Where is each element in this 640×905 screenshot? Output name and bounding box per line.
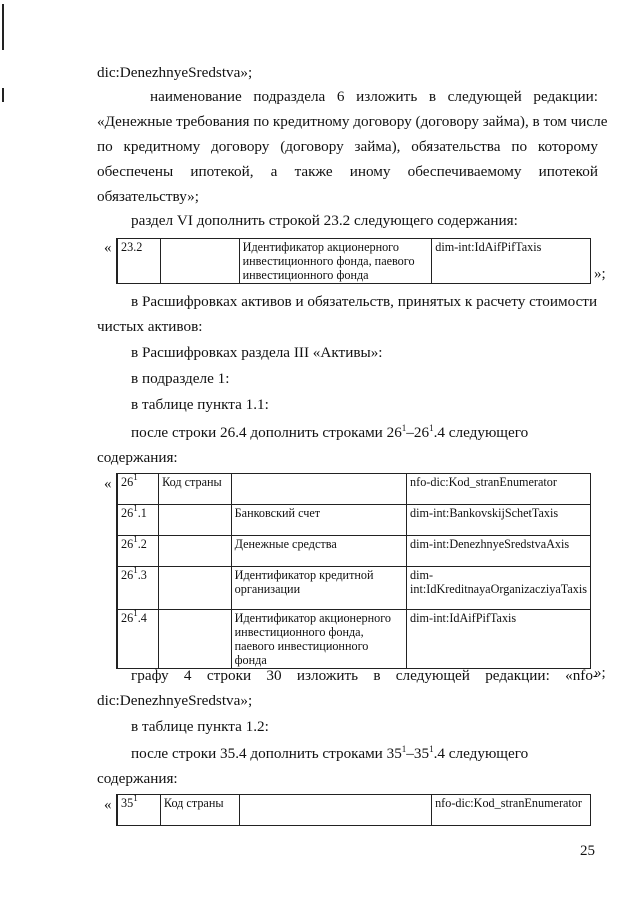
table-row — [117, 610, 591, 669]
cell-c2 — [160, 239, 239, 284]
cell-c3 — [239, 795, 431, 826]
cell-c3 — [231, 474, 406, 505]
text-line-26 — [131, 424, 598, 442]
text-line: обязательству»; — [97, 188, 199, 205]
table-row — [117, 536, 591, 567]
open-quote: « — [104, 240, 112, 256]
cell-num: $26^1.4$ — [117, 610, 159, 669]
cell-c3: Идентификатор кредитной организации — [231, 567, 406, 610]
cell-c3: Идентификатор акционерного инвестиционного фонда, паевого инвестиционного фонда — [231, 610, 406, 669]
text-line: графу 4 строки 30 изложить в следующей редакции: «nfo- — [131, 667, 598, 684]
table-section-vi — [116, 238, 591, 284]
table-row — [117, 567, 591, 610]
text-line: обеспечены ипотекой, а также иному обеспечиваемому ипотекой — [97, 163, 598, 180]
text-line: dic:DenezhnyeSredstva»; — [97, 64, 253, 81]
margin-line — [2, 4, 4, 50]
text-line-35 — [131, 745, 598, 763]
text-line: содержания: — [97, 770, 178, 787]
table-row — [117, 239, 591, 284]
table-point-1-1 — [116, 473, 591, 669]
cell-c4: dim-int:BankovskijSchetTaxis — [407, 505, 591, 536]
cell-num: $35^1$ — [117, 795, 160, 826]
cell-c3: Идентификатор акционерного инвестиционного фонда, паевого инвестиционного фонда — [239, 239, 432, 284]
page-number: 25 — [580, 843, 595, 859]
cell-c4: nfo-dic:Kod_stranEnumerator — [432, 795, 591, 826]
cell-c2: Код страны — [160, 795, 239, 826]
text-line: в Расшифровках активов и обязательств, принятых к расчету стоимости — [131, 293, 598, 310]
text-line: содержания: — [97, 449, 178, 466]
text-line: наименование подраздела 6 изложить в следующей редакции: — [150, 88, 598, 105]
cell-num: $26^1$ — [117, 474, 159, 505]
text-line: «Денежные требования по кредитному договору (договору займа), в том числе — [97, 113, 608, 130]
close-quote: »; — [594, 266, 606, 282]
open-quote: « — [104, 797, 112, 813]
cell-num: $26^1.1$ — [117, 505, 159, 536]
cell-num: $26^1.2$ — [117, 536, 159, 567]
cell-c3: Банковский счет — [231, 505, 406, 536]
cell-c2: Код страны — [159, 474, 232, 505]
cell-c4: dim-int:IdAifPifTaxis — [432, 239, 591, 284]
text-line: раздел VI дополнить строкой 23.2 следующего содержания: — [131, 212, 518, 229]
cell-c2 — [159, 536, 232, 567]
cell-c4: nfo-dic:Kod_stranEnumerator — [407, 474, 591, 505]
table-row — [117, 505, 591, 536]
close-quote: »; — [594, 665, 606, 681]
text-line: в таблице пункта 1.1: — [131, 396, 269, 413]
cell-num: 23.2 — [117, 239, 160, 284]
cell-num: $26^1.3$ — [117, 567, 159, 610]
table-row — [117, 795, 591, 826]
table-row — [117, 474, 591, 505]
text-fragment: после строки 35.4 дополнить строками $35^1-35^1.4$ следующего — [131, 744, 529, 762]
text-line: чистых активов: — [97, 318, 203, 335]
text-line: в таблице пункта 1.2: — [131, 718, 269, 735]
cell-c2 — [159, 505, 232, 536]
cell-c2 — [159, 567, 232, 610]
cell-c4: dim-int:IdKreditnayaOrganizacziyaTaxis — [407, 567, 591, 610]
margin-line — [2, 88, 4, 102]
text-line: по кредитному договору (договору займа), обязательства по которому — [97, 138, 598, 155]
text-line: в подразделе 1: — [131, 370, 230, 387]
text-line: dic:DenezhnyeSredstva»; — [97, 692, 253, 709]
cell-c4: dim-int:DenezhnyeSredstvaAxis — [407, 536, 591, 567]
cell-c4: dim-int:IdAifPifTaxis — [407, 610, 591, 669]
text-fragment: после строки 26.4 дополнить строками $26^1-26^1.4$ следующего — [131, 423, 529, 441]
open-quote: « — [104, 476, 112, 492]
cell-c3: Денежные средства — [231, 536, 406, 567]
table-point-1-2 — [116, 794, 591, 826]
cell-c2 — [159, 610, 232, 669]
text-line: в Расшифровках раздела III «Активы»: — [131, 344, 383, 361]
